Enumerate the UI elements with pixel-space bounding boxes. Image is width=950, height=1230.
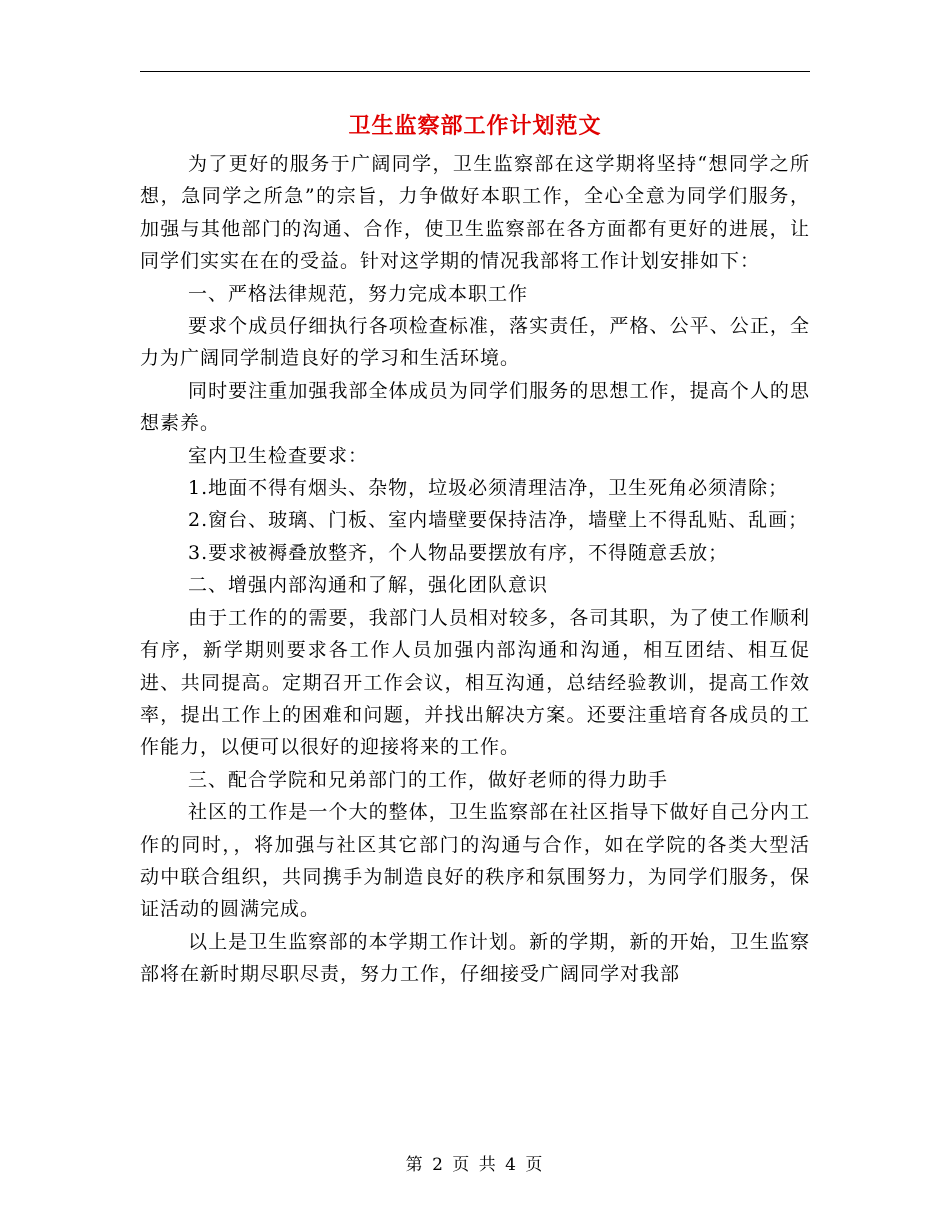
paragraph-intro: 为了更好的服务于广阔同学，卫生监察部在这学期将坚持“想同学之所想，急同学之所急”的宗旨，力争做好本职工作，全心全意为同学们服务，加强与其他部门的沟通、合作，使卫生监察部在各方面都有更好的进展，让同学们实实在在的受益。针对这学期的情况我部将工作计划安排如下： (140, 153, 810, 273)
paragraph: 由于工作的的需要，我部门人员相对较多，各司其职，为了使工作顺利有序，新学期则要求各工作人员加强内部沟通和沟通，相互团结、相互促进、共同提高。定期召开工作会议，相互沟通，总结经验教训，提高工作效率，提出工作上的困难和问题，并找出解决方案。还要注重培育各成员的工作能力，以便可以很好的迎接将来的工作。 (140, 606, 810, 759)
document-title: 卫生监察部工作计划范文 (348, 113, 602, 139)
list-item: 1.地面不得有烟头、杂物，垃圾必须清理洁净，卫生死角必须清除； (188, 477, 789, 500)
paragraph: 社区的工作是一个大的整体，卫生监察部在社区指导下做好自己分内工作的同时，，将加强与社区其它部门的沟通与合作，如在学院的各类大型活动中联合组织，共同携手为制造良好的秩序和氛围努力，为同学们服务，保证活动的圆满完成。 (140, 801, 810, 921)
document-body (140, 148, 810, 991)
header-rule (140, 71, 810, 72)
page-footer (0, 1153, 950, 1177)
page-number: 第 2 页 共 4 页 (405, 1155, 545, 1175)
list-heading: 室内卫生检查要求： (188, 444, 369, 467)
list-item: 2.窗台、玻璃、门板、室内墙壁要保持洁净，墙壁上不得乱贴、乱画； (188, 509, 809, 532)
section-heading-2: 二、增强内部沟通和了解，强化团队意识 (188, 574, 549, 597)
section-heading-1: 一、严格法律规范，努力完成本职工作 (188, 282, 529, 305)
paragraph: 同时要注重加强我部全体成员为同学们服务的思想工作，提高个人的思想素养。 (140, 379, 810, 435)
paragraph: 要求个成员仔细执行各项检查标准，落实责任，严格、公平、公正，全力为广阔同学制造良好的学习和生活环境。 (140, 315, 810, 370)
paragraph-closing: 以上是卫生监察部的本学期工作计划。新的学期，新的开始，卫生监察部将在新时期尽职尽责，努力工作，仔细接受广阔同学对我部 (140, 930, 810, 986)
list-item: 3.要求被褥叠放整齐，个人物品要摆放有序，不得随意丢放； (188, 541, 729, 564)
section-heading-3: 三、配合学院和兄弟部门的工作，做好老师的得力助手 (188, 768, 669, 791)
